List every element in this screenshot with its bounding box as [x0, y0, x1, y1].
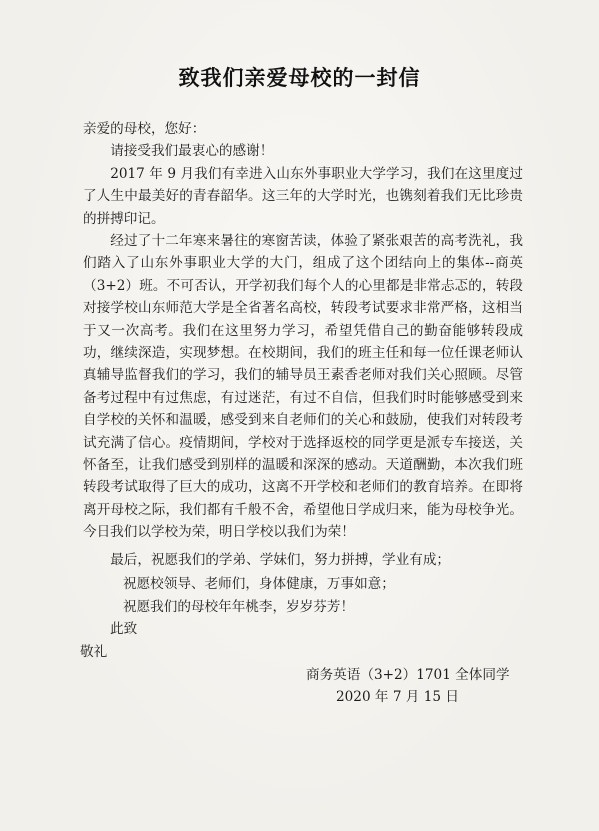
letter-closing: 此致 — [110, 621, 138, 637]
letter-salutation: 亲爱的母校，您好： — [83, 121, 206, 137]
letter-signer: 商务英语（3+2）1701 全体同学 — [306, 667, 510, 683]
letter-title: 致我们亲爱母校的一封信 — [178, 66, 421, 90]
letter-paragraph: 经过了十二年寒来暑往的寒窗苦读，体验了紧张艰苦的高考洗礼，我们踏入了山东外事职业大学的大门，组成了这个团结向上的集体--商英（3+2）班。不可否认，开学初我们每个人的心里都是非常忐忑的，转段对接学校山东师范大学是全省著名高校，转段考试要求非常严格，这相当于又一次高考。我们在这里努力学习，希望凭借自己的勤奋能够转段成功，继续深造，实现梦想。在校期间，我们的班主任和每一位任课老师认真辅导监督我们的学习，我们的辅导员王素香老师对我们关心照顾。尽管备考过程中有过焦虑，有过迷茫，有过不自信，但我们时时能够感受到来自学校的关怀和温暖，感受到来自老师们的关心和鼓励，使我们对转段考试充满了信心。疫情期间，学校对于选择返校的同学更是派专车接送，关怀备至，让我们感受到别样的温暖和深深的感动。天道酬勤，本次我们班转段考试取得了巨大的成功，这离不开学校和老师们的教育培养。在即将离开母校之际，我们都有千般不舍，希望他日学成归来，能为母校争光。今日我们以学校为荣，明日学校以我们为荣！ — [83, 233, 523, 541]
letter-paragraph: 2017 年 9 月我们有幸进入山东外事职业大学学习，我们在这里度过了人生中最美好的青春韶华。这三年的大学时光，也镌刻着我们无比珍贵的拼搏印记。 — [83, 166, 523, 227]
letter-date: 2020 年 7 月 15 日 — [336, 689, 459, 705]
letter-paragraph: 最后，祝愿我们的学弟、学妹们，努力拼搏，学业有成； — [110, 552, 451, 568]
letter-closing: 敬礼 — [80, 644, 108, 660]
letter-wish: 祝愿我们的母校年年桃李，岁岁芬芳！ — [123, 599, 355, 615]
letter-paragraph: 请接受我们最衷心的感谢！ — [110, 143, 274, 159]
letter-wish: 祝愿校领导、老师们，身体健康，万事如意； — [123, 576, 395, 592]
